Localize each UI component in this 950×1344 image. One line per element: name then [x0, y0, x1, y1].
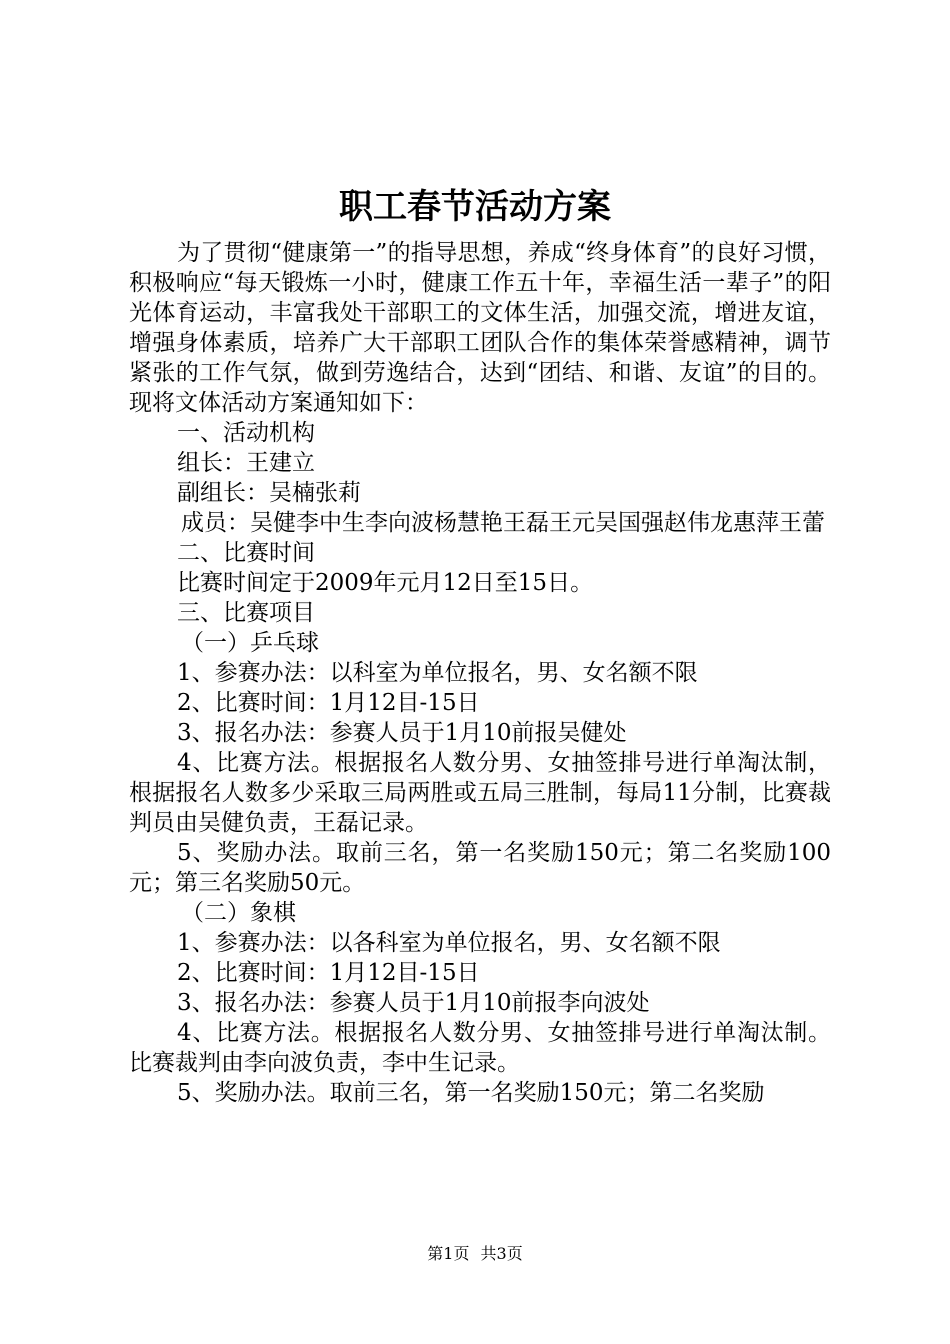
section-heading: 一、活动机构 — [177, 420, 315, 446]
paragraph: 副组长：吴楠张莉 — [177, 480, 361, 506]
section-heading: 二、比赛时间 — [177, 540, 315, 566]
paragraph: 3、报名办法：参赛人员于1月10前报吴健处 — [177, 720, 627, 746]
paragraph: 1、参赛办法：以科室为单位报名，男、女名额不限 — [177, 660, 698, 686]
paragraph: 5、奖励办法。取前三名，第一名奖励150元；第二名奖励 — [177, 1080, 765, 1106]
page-number: 第1页 — [427, 1244, 470, 1263]
subsection-heading: （一）乒乓球 — [181, 630, 319, 656]
page-footer — [0, 1244, 950, 1264]
paragraph: 2、比赛时间：1月12目-15日 — [177, 690, 480, 716]
intro-paragraph: 为了贯彻“健康第一”的指导思想，养成“终身体育”的良好习惯，积极响应“每天锻炼一小时，健康工作五十年，幸福生活一辈子”的阳光体育运动，丰富我处干部职工的文体生活，加强交流，增进友谊，增强身体素质，培养广大干部职工团队合作的集体荣誉感精神，调节紧张的工作气氛，做到劳逸结合，达到“团结、和谐、友谊”的目的。现将文体活动方案通知如下： — [129, 240, 831, 416]
paragraph: 4、比赛方法。根据报名人数分男、女抽签排号进行单淘汰制。比赛裁判由李向波负责，李中生记录。 — [129, 1020, 831, 1076]
paragraph: 4、比赛方法。根据报名人数分男、女抽签排号进行单淘汰制，根据报名人数多少采取三局两胜或五局三胜制，每局11分制，比赛裁判员由吴健负责，王磊记录。 — [129, 750, 831, 836]
paragraph: 3、报名办法：参赛人员于1月10前报李向波处 — [177, 990, 650, 1016]
document-body — [129, 238, 831, 1108]
paragraph: 1、参赛办法：以各科室为单位报名，男、女名额不限 — [177, 930, 721, 956]
paragraph: 5、奖励办法。取前三名，第一名奖励150元；第二名奖励100元；第三名奖励50元。 — [129, 840, 831, 896]
paragraph: 成员：吴健李中生李向波杨慧艳王磊王元吴国强赵伟龙惠萍王蕾 — [181, 510, 825, 536]
section-heading: 三、比赛项目 — [177, 600, 315, 626]
subsection-heading: （二）象棋 — [181, 900, 296, 926]
paragraph: 2、比赛时间：1月12目-15日 — [177, 960, 480, 986]
paragraph: 比赛时间定于2009年元月12日至15日。 — [177, 570, 594, 596]
page-total: 共3页 — [480, 1244, 523, 1263]
document-title: 职工春节活动方案 — [339, 187, 611, 227]
paragraph: 组长：王建立 — [177, 450, 315, 476]
